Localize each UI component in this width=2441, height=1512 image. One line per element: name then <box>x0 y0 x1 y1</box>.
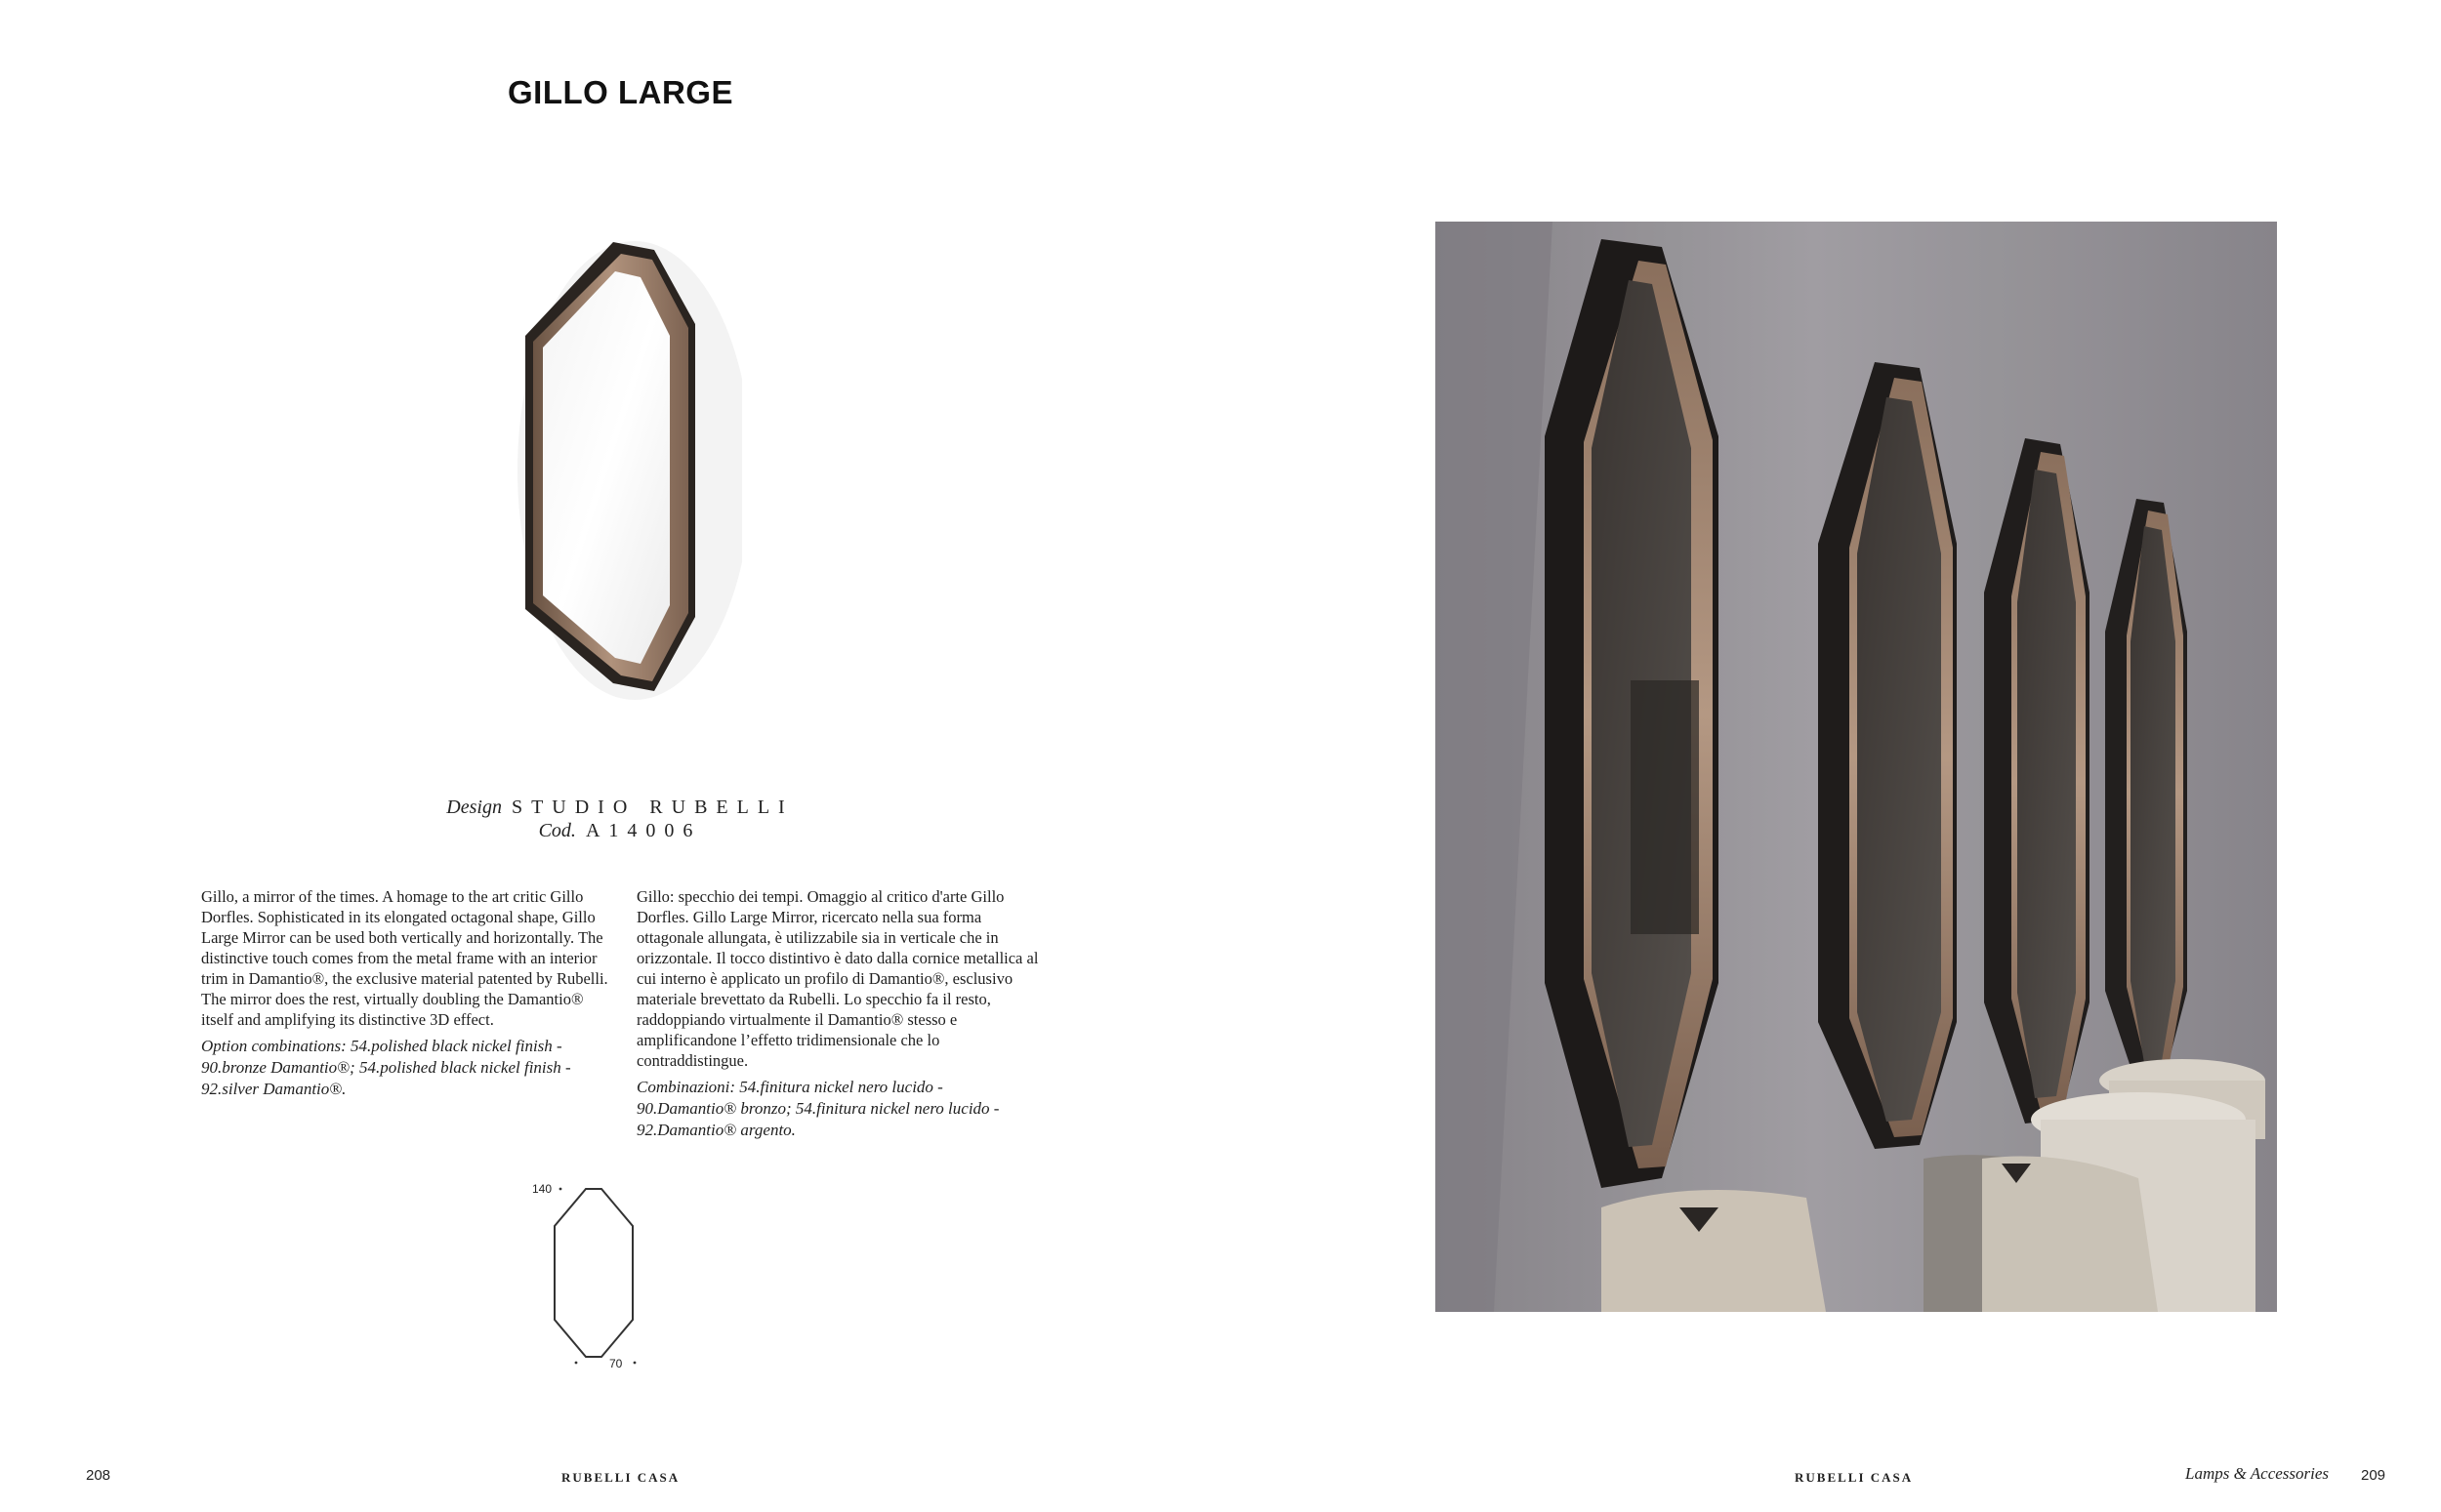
dimension-height-label: 140 <box>532 1182 553 1196</box>
description-en-body: Gillo, a mirror of the times. A homage to the art critic Gillo Dorfles. Sophisticated in its elongated octagonal shape, Gillo Large Mirror can be used both vertically and horizontally. The distinctive touch comes from the metal frame with an interior trim in Damantio®, the exclusive material patented by Rubelli. The mirror does the rest, virtually doubling the Damantio® itself and amplifying its distinctive 3D effect. <box>201 887 608 1029</box>
designer-name: STUDIO RUBELLI <box>511 797 794 818</box>
description-english <box>201 886 611 1106</box>
page-number-right: 209 <box>2361 1467 2386 1484</box>
product-code <box>391 820 849 842</box>
section-title-footer: Lamps & Accessories <box>2185 1464 2330 1483</box>
options-en: Option combinations: 54.polished black nickel finish - 90.bronze Damantio®; 54.polished black nickel finish - 92.silver Damantio®. <box>201 1037 571 1098</box>
brand-footer-left: RUBELLI CASA <box>561 1470 681 1485</box>
description-it-body: Gillo: specchio dei tempi. Omaggio al critico d'arte Gillo Dorfles. Gillo Large Mirror, ricercato nella sua forma ottagonale allungata, è utilizzabile sia in verticale che in orizzontale. Il tocco distintivo è dato dalla cornice metallica al cui interno è applicato un profilo di Damantio®, esclusivo materiale brevettato da Rubelli. Lo specchio fa il resto, raddoppiando virtualmente il Damantio® stesso e amplificandone l’effetto tridimensionale che lo contraddistingue. <box>637 887 1039 1070</box>
brand-footer-right: RUBELLI CASA <box>1795 1470 1914 1485</box>
page-number-left: 208 <box>86 1467 111 1484</box>
product-mirror-image <box>488 226 742 715</box>
mirrors-photograph <box>1435 222 2277 1312</box>
dimension-drawing <box>517 1171 713 1376</box>
code-value: A14006 <box>585 820 702 841</box>
code-label: Cod. <box>538 820 576 841</box>
design-label: Design <box>446 797 502 818</box>
description-italian <box>637 886 1047 1147</box>
product-title: GILLO LARGE <box>508 74 733 110</box>
dimension-width-label: 70 <box>609 1357 623 1370</box>
design-credit <box>391 797 849 819</box>
options-it: Combinazioni: 54.finitura nickel nero lucido - 90.Damantio® bronzo; 54.finitura nickel nero lucido - 92.Damantio® argento. <box>637 1078 1000 1139</box>
